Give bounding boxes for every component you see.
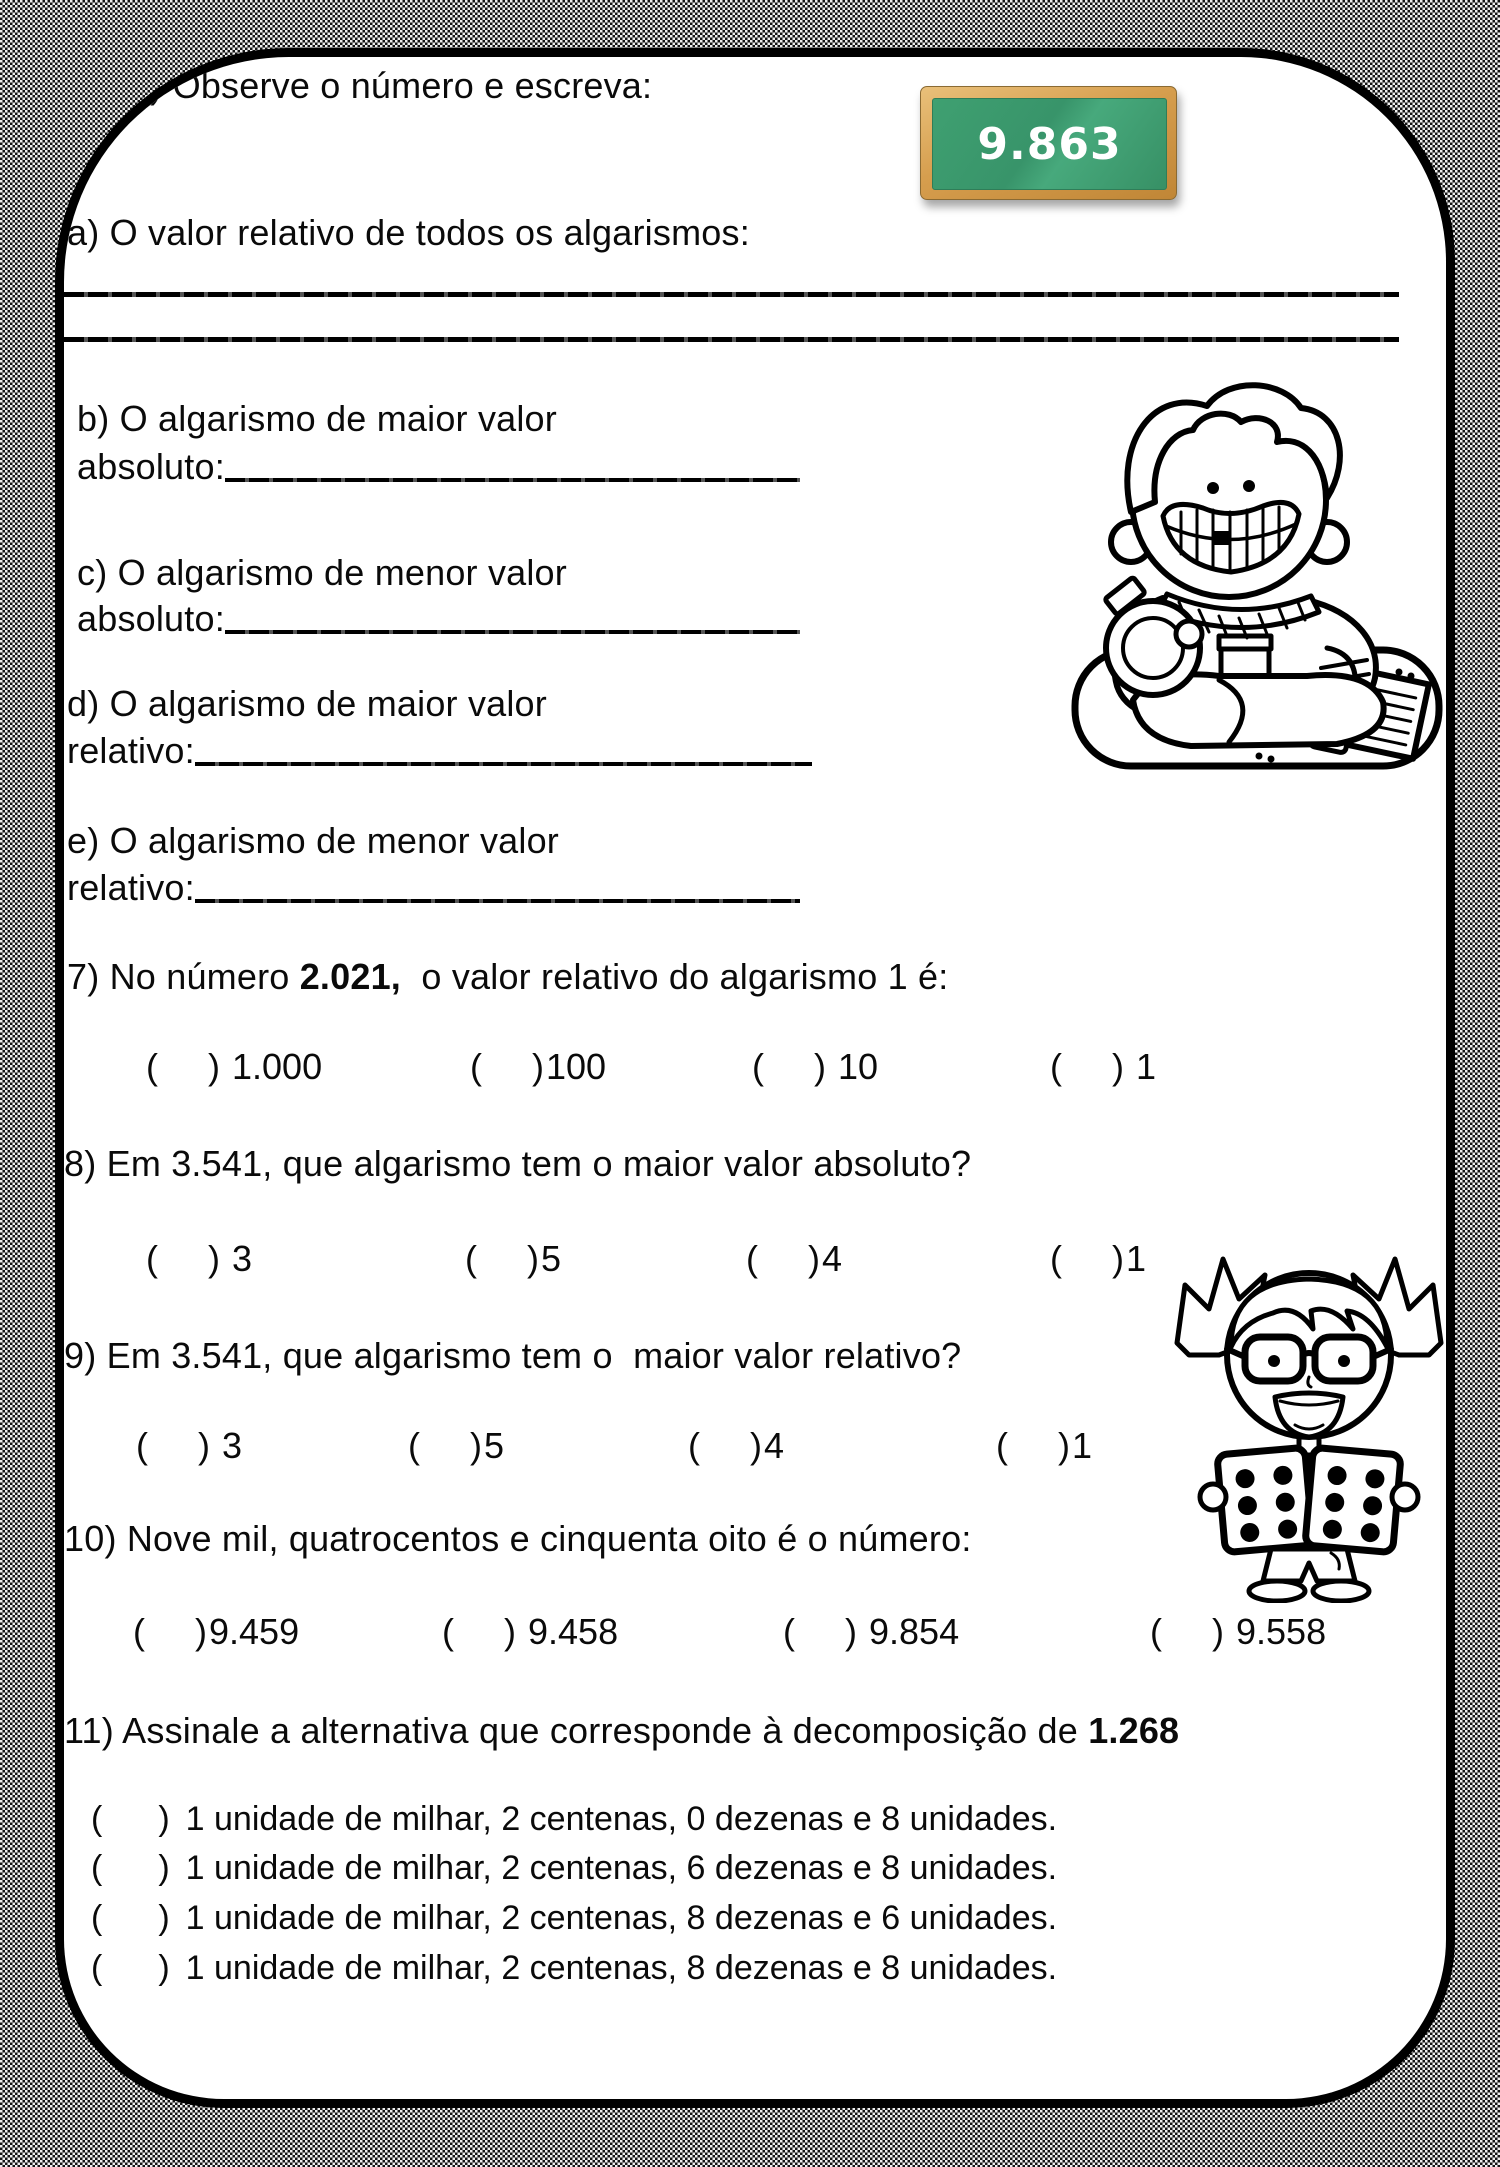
paren-close: ) [470,1425,482,1466]
q8-option-1 [146,1238,252,1280]
option-label: 1 unidade de milhar, 2 centenas, 6 dezenas e 8 unidades. [185,1849,1058,1887]
question-6b-answer [77,446,800,488]
question-9-title: 9) Em 3.541, que algarismo tem o maior valor relativo? [64,1335,962,1376]
paren-close: ) [158,1899,170,1937]
q9-option-4 [996,1425,1092,1467]
q8-option-2 [465,1238,561,1280]
paren-close: ) [208,1046,220,1087]
question-6e-answer [67,867,800,909]
paren-close: ) [527,1238,539,1279]
eye [1268,1355,1280,1367]
answer-line [64,292,1399,297]
paren-open: ( [746,1238,758,1279]
fill-label: absoluto: [77,446,225,487]
q7-option-2 [470,1046,606,1088]
question-6c-answer [77,598,800,640]
paren-close: ) [1212,1611,1224,1652]
boy-head [1111,385,1347,597]
question-10-title: 10) Nove mil, quatrocentos e cinquenta oito é o número: [64,1518,972,1559]
paren-open: ( [783,1611,795,1652]
paren-open: ( [752,1046,764,1087]
die-icon [1217,1447,1313,1552]
paren-open: ( [408,1425,420,1466]
title-prefix: 7) No número [67,956,300,997]
boy-illustration [1069,350,1445,772]
option-label: 1 [1126,1238,1147,1279]
eye [1243,480,1255,492]
die-icon [1305,1447,1401,1552]
hand [1176,621,1202,647]
paren-open: ( [470,1046,482,1087]
q7-option-1 [146,1046,322,1088]
paren-open: ( [91,1899,103,1937]
q10-option-1 [133,1611,299,1653]
chalkboard-surface [932,98,1167,190]
q8-option-4 [1050,1238,1146,1280]
option-label: 9.854 [869,1611,960,1652]
chalkboard [920,86,1177,200]
q9-option-2 [408,1425,504,1467]
paren-open: ( [688,1425,700,1466]
paren-open: ( [996,1425,1008,1466]
fill-label: absoluto: [77,598,225,639]
option-label: 10 [838,1046,879,1087]
option-label: 1 unidade de milhar, 2 centenas, 8 dezenas e 6 unidades. [185,1899,1058,1937]
option-label: 1.000 [232,1046,323,1087]
q9-option-3 [688,1425,784,1467]
chalkboard-number: 9.863 [977,118,1122,170]
question-7-options [64,1046,1446,1100]
paren-close: ) [1058,1425,1070,1466]
paren-open: ( [91,1800,103,1838]
option-label: 4 [764,1425,785,1466]
paren-close: ) [532,1046,544,1087]
paren-open: ( [442,1611,454,1652]
paren-close: ) [195,1611,207,1652]
answer-line [195,899,800,903]
option-label: 9.458 [528,1611,619,1652]
paren-close: ) [1112,1046,1124,1087]
missing-tooth [1214,531,1230,545]
answer-line [195,762,812,766]
q8-option-3 [746,1238,842,1280]
paren-close: ) [158,1800,170,1838]
question-10-options [64,1611,1446,1665]
q11-option-2 [91,1849,1057,1888]
paren-open: ( [1050,1238,1062,1279]
paren-open: ( [136,1425,148,1466]
q10-option-3 [783,1611,959,1653]
title-number-bold: 1.268 [1088,1710,1180,1751]
q7-option-3 [752,1046,878,1088]
paren-open: ( [146,1046,158,1087]
option-label: 1 [1136,1046,1157,1087]
title-prefix: 11) Assinale a alternativa que corresponde à decomposição de [64,1710,1089,1751]
question-6b-line1: b) O algarismo de maior valor [77,398,557,439]
paren-close: ) [1112,1238,1124,1279]
paren-close: ) [158,1849,170,1887]
paren-open: ( [1050,1046,1062,1087]
bottle [1105,577,1202,695]
paren-close: ) [198,1425,210,1466]
fill-label: relativo: [67,867,195,908]
paren-open: ( [465,1238,477,1279]
option-label: 9.459 [209,1611,300,1652]
question-6c-line1: c) O algarismo de menor valor [77,552,567,593]
fill-label: relativo: [67,730,195,771]
option-label: 9.558 [1236,1611,1327,1652]
option-label: 5 [541,1238,562,1279]
answer-line [64,337,1399,342]
option-label: 100 [546,1046,607,1087]
answer-line [225,478,800,482]
paren-close: ) [845,1611,857,1652]
paren-close: ) [504,1611,516,1652]
question-6d-answer [67,730,812,772]
question-6a-label: a) O valor relativo de todos os algarismos: [67,212,750,253]
eye [1338,1355,1350,1367]
option-label: 5 [484,1425,505,1466]
option-label: 3 [232,1238,253,1279]
paren-open: ( [91,1949,103,1987]
paren-close: ) [814,1046,826,1087]
question-6-title: 6) Observe o número e escreva: [130,65,653,106]
eye [1207,482,1219,494]
title-suffix: o valor relativo do algarismo 1 é: [401,956,949,997]
paren-close: ) [158,1949,170,1987]
paren-close: ) [808,1238,820,1279]
q7-option-4 [1050,1046,1156,1088]
answer-line [225,630,800,634]
option-label: 3 [222,1425,243,1466]
paren-open: ( [133,1611,145,1652]
option-label: 1 unidade de milhar, 2 centenas, 0 dezenas e 8 unidades. [185,1800,1058,1838]
paren-open: ( [1150,1611,1162,1652]
question-7-title [67,956,948,998]
paren-close: ) [750,1425,762,1466]
question-6e-line1: e) O algarismo de menor valor [67,820,559,861]
option-label: 1 [1072,1425,1093,1466]
title-number-bold: 2.021, [299,956,401,997]
q11-option-3 [91,1899,1057,1938]
option-label: 1 unidade de milhar, 2 centenas, 8 dezenas e 8 unidades. [185,1949,1058,1987]
paren-open: ( [146,1238,158,1279]
question-11-title [64,1710,1179,1752]
shorts [1263,1549,1355,1581]
q11-option-1 [91,1800,1057,1839]
question-8-title: 8) Em 3.541, que algarismo tem o maior valor absoluto? [64,1143,972,1184]
question-6d-line1: d) O algarismo de maior valor [67,683,547,724]
shoe [1313,1581,1369,1601]
q10-option-2 [442,1611,618,1653]
shoe [1249,1581,1305,1601]
paren-open: ( [91,1849,103,1887]
girl-illustration [1169,1255,1446,1603]
option-label: 4 [822,1238,843,1279]
hand [1200,1484,1226,1510]
worksheet-panel [64,57,1446,2099]
paren-close: ) [208,1238,220,1279]
q11-option-4 [91,1949,1057,1988]
q9-option-1 [136,1425,242,1467]
hand [1392,1484,1418,1510]
q10-option-4 [1150,1611,1326,1653]
